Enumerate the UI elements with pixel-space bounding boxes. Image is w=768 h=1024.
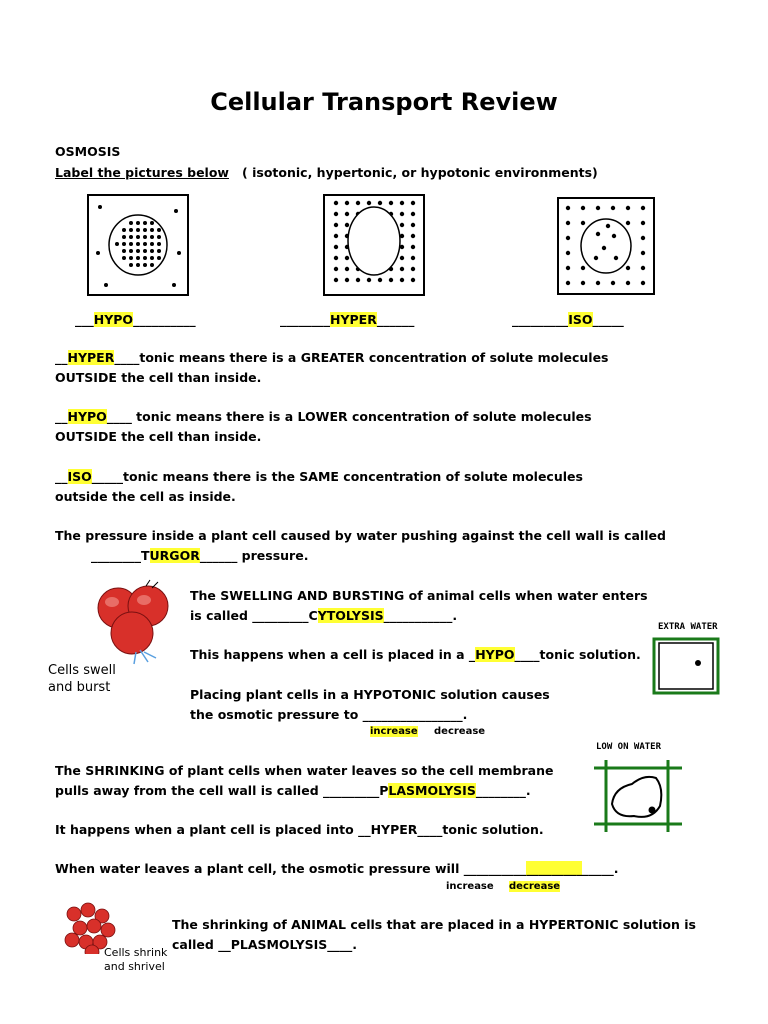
solute-dot	[136, 235, 140, 239]
solute-dot	[136, 263, 140, 267]
turgor-question: The pressure inside a plant cell caused by water pushing against the cell wall is called ________TURGOR______ pressure.	[55, 528, 666, 563]
solute-dot	[566, 266, 570, 270]
solute-dot	[641, 236, 645, 240]
isotonic-cell-picture	[556, 196, 656, 296]
solute-dot	[389, 201, 393, 205]
solute-dot	[411, 278, 415, 282]
instruction-rest: ( isotonic, hypertonic, or hypotonic environments)	[242, 165, 598, 180]
solute-dot	[334, 201, 338, 205]
solute-dot	[400, 267, 404, 271]
solute-dot	[157, 249, 161, 253]
answer-turgor: URGOR	[149, 548, 200, 563]
picture-label-3: _________ISO_____	[512, 312, 624, 327]
solute-dot	[334, 278, 338, 282]
solute-dot	[143, 242, 147, 246]
solute-dot	[129, 242, 133, 246]
solute-dot	[334, 256, 338, 260]
solute-dot	[143, 228, 147, 232]
shriveled-cell	[81, 903, 95, 917]
solute-dot	[566, 281, 570, 285]
osmosis-heading: OSMOSIS	[55, 144, 121, 159]
shriveled-cell	[73, 921, 87, 935]
animal-shrink-question: The shrinking of ANIMAL cells that are placed in a HYPERTONIC solution is called __PLASMOLYSIS____.	[172, 917, 696, 952]
solute-dot	[129, 221, 133, 225]
hypertonic-cell-picture	[322, 193, 426, 297]
solute-dot	[150, 235, 154, 239]
solute-dot	[566, 236, 570, 240]
page-title: Cellular Transport Review	[210, 88, 558, 116]
solute-dot	[411, 223, 415, 227]
definition-hyper: __HYPER____tonic means there is a GREATER concentration of solute molecules OUTSIDE the cell than inside.	[55, 350, 609, 385]
solute-dot	[334, 212, 338, 216]
solute-dot	[596, 232, 600, 236]
picture-label-1: ___HYPO__________	[75, 312, 196, 327]
solute-dot	[378, 278, 382, 282]
solute-dot	[136, 249, 140, 253]
answer-blank-decrease: _________	[526, 861, 583, 876]
solute-dot	[367, 278, 371, 282]
solute-dot	[150, 249, 154, 253]
solute-dot	[411, 256, 415, 260]
solute-dot	[626, 221, 630, 225]
solute-dot	[136, 228, 140, 232]
solute-dot	[611, 281, 615, 285]
solute-dot	[136, 242, 140, 246]
solute-dot	[641, 221, 645, 225]
answer-hyper: HYPER	[330, 312, 377, 327]
solute-dot	[566, 251, 570, 255]
solute-dot	[581, 281, 585, 285]
solute-dot	[356, 201, 360, 205]
solute-dot	[129, 263, 133, 267]
solute-dot	[611, 206, 615, 210]
instruction-underlined: Label the pictures below	[55, 165, 229, 180]
solute-dot	[612, 234, 616, 238]
solute-dot	[389, 278, 393, 282]
solute-dot	[606, 224, 610, 228]
hyper-solution-question: It happens when a plant cell is placed into __HYPER____tonic solution.	[55, 822, 544, 837]
solute-dot	[626, 206, 630, 210]
solute-dot	[143, 249, 147, 253]
water-leaves-question: When water leaves a plant cell, the osmotic pressure will ________________________.	[55, 861, 619, 876]
solute-dot	[614, 256, 618, 260]
solute-dot	[345, 201, 349, 205]
solute-dot	[411, 234, 415, 238]
answer-iso: ISO	[568, 312, 593, 327]
solute-dot	[334, 223, 338, 227]
solute-dot	[150, 263, 154, 267]
answer-cytolysis: YTOLYSIS	[317, 608, 384, 623]
solute-dot	[345, 278, 349, 282]
option-increase-2: increase	[446, 881, 494, 892]
swell-caption: Cells swell and burst	[48, 663, 116, 695]
solute-dot	[143, 221, 147, 225]
answer-plasmolysis: LASMOLYSIS	[388, 783, 476, 798]
solute-dot	[115, 242, 119, 246]
solute-dot	[345, 223, 349, 227]
solute-dot	[411, 201, 415, 205]
solute-dot	[400, 212, 404, 216]
solute-dot	[596, 206, 600, 210]
solute-dot	[157, 228, 161, 232]
hypotonic-cell-picture	[86, 193, 190, 297]
solute-dot	[122, 249, 126, 253]
solute-dot	[641, 281, 645, 285]
swelling-cells-image	[90, 578, 180, 668]
hypo-solution-question: This happens when a cell is placed in a _HYPO____tonic solution.	[190, 647, 641, 662]
definition-iso: __ISO_____tonic means there is the SAME concentration of solute molecules outside the cell as inside.	[55, 469, 583, 504]
low-water-label: LOW ON WATER	[596, 742, 662, 752]
solute-dot	[581, 221, 585, 225]
solute-dot	[136, 221, 140, 225]
plasmolysis-question: The SHRINKING of plant cells when water leaves so the cell membrane pulls away from the cell wall is called _________PLASMOLYSIS________.	[55, 763, 554, 798]
solute-dot	[122, 235, 126, 239]
solute-dot	[411, 212, 415, 216]
solute-dot	[356, 278, 360, 282]
solute-dot	[581, 206, 585, 210]
plant-hypotonic-question: Placing plant cells in a HYPOTONIC solution causes the osmotic pressure to ________________.	[190, 687, 550, 722]
shriveled-cell	[65, 933, 79, 947]
solute-dot	[129, 235, 133, 239]
answer-hypo-solution: HYPO	[475, 647, 515, 662]
solute-dot	[345, 256, 349, 260]
solute-dot	[626, 266, 630, 270]
solute-dot	[143, 235, 147, 239]
solute-dot	[150, 228, 154, 232]
shriveled-cell	[67, 907, 81, 921]
cytolysis-question: The SWELLING AND BURSTING of animal cells when water enters is called _________CYTOLYSIS___________.	[190, 588, 648, 623]
solute-dot	[129, 256, 133, 260]
solute-dot	[150, 221, 154, 225]
extra-water-cell-drawing	[650, 635, 724, 697]
answer-hypo: HYPO	[93, 312, 134, 327]
solute-dot	[641, 266, 645, 270]
solute-dot	[596, 281, 600, 285]
solute-dot	[157, 242, 161, 246]
solute-dot	[122, 228, 126, 232]
solute-dot	[345, 267, 349, 271]
solute-dot	[566, 206, 570, 210]
solute-dot	[594, 256, 598, 260]
solute-dot	[334, 245, 338, 249]
solute-dot	[641, 251, 645, 255]
option-decrease-1: decrease	[434, 726, 486, 737]
solute-dot	[150, 242, 154, 246]
definition-hypo: __HYPO____ tonic means there is a LOWER concentration of solute molecules OUTSIDE the cell than inside.	[55, 409, 592, 444]
solute-dot	[400, 223, 404, 227]
option-increase-1: increase	[370, 726, 418, 737]
solute-dot	[400, 278, 404, 282]
solute-dot	[641, 206, 645, 210]
osmosis-instruction	[55, 163, 598, 183]
solute-dot	[411, 267, 415, 271]
solute-dot	[157, 235, 161, 239]
picture-label-2: ________HYPER______	[280, 312, 415, 327]
extra-water-label: EXTRA WATER	[658, 622, 718, 632]
shrink-caption: Cells shrink and shrivel	[104, 946, 168, 973]
solute-dot	[334, 234, 338, 238]
solute-dot	[143, 256, 147, 260]
solute-dot	[129, 249, 133, 253]
solute-dot	[400, 256, 404, 260]
low-water-cell-drawing	[592, 758, 684, 834]
solute-dot	[122, 256, 126, 260]
solute-dot	[157, 256, 161, 260]
solute-dot	[143, 263, 147, 267]
solute-dot	[626, 281, 630, 285]
solute-dot	[345, 212, 349, 216]
solute-dot	[129, 228, 133, 232]
solute-dot	[378, 201, 382, 205]
solute-dot	[602, 246, 606, 250]
solute-dot	[334, 267, 338, 271]
solute-dot	[400, 201, 404, 205]
shriveled-cell	[87, 919, 101, 933]
shriveled-cell	[101, 923, 115, 937]
solute-dot	[122, 242, 126, 246]
solute-dot	[150, 256, 154, 260]
solute-dot	[136, 256, 140, 260]
solute-dot	[566, 221, 570, 225]
solute-dot	[581, 266, 585, 270]
solute-dot	[411, 245, 415, 249]
solute-dot	[367, 201, 371, 205]
option-decrease-2: decrease	[509, 881, 561, 892]
